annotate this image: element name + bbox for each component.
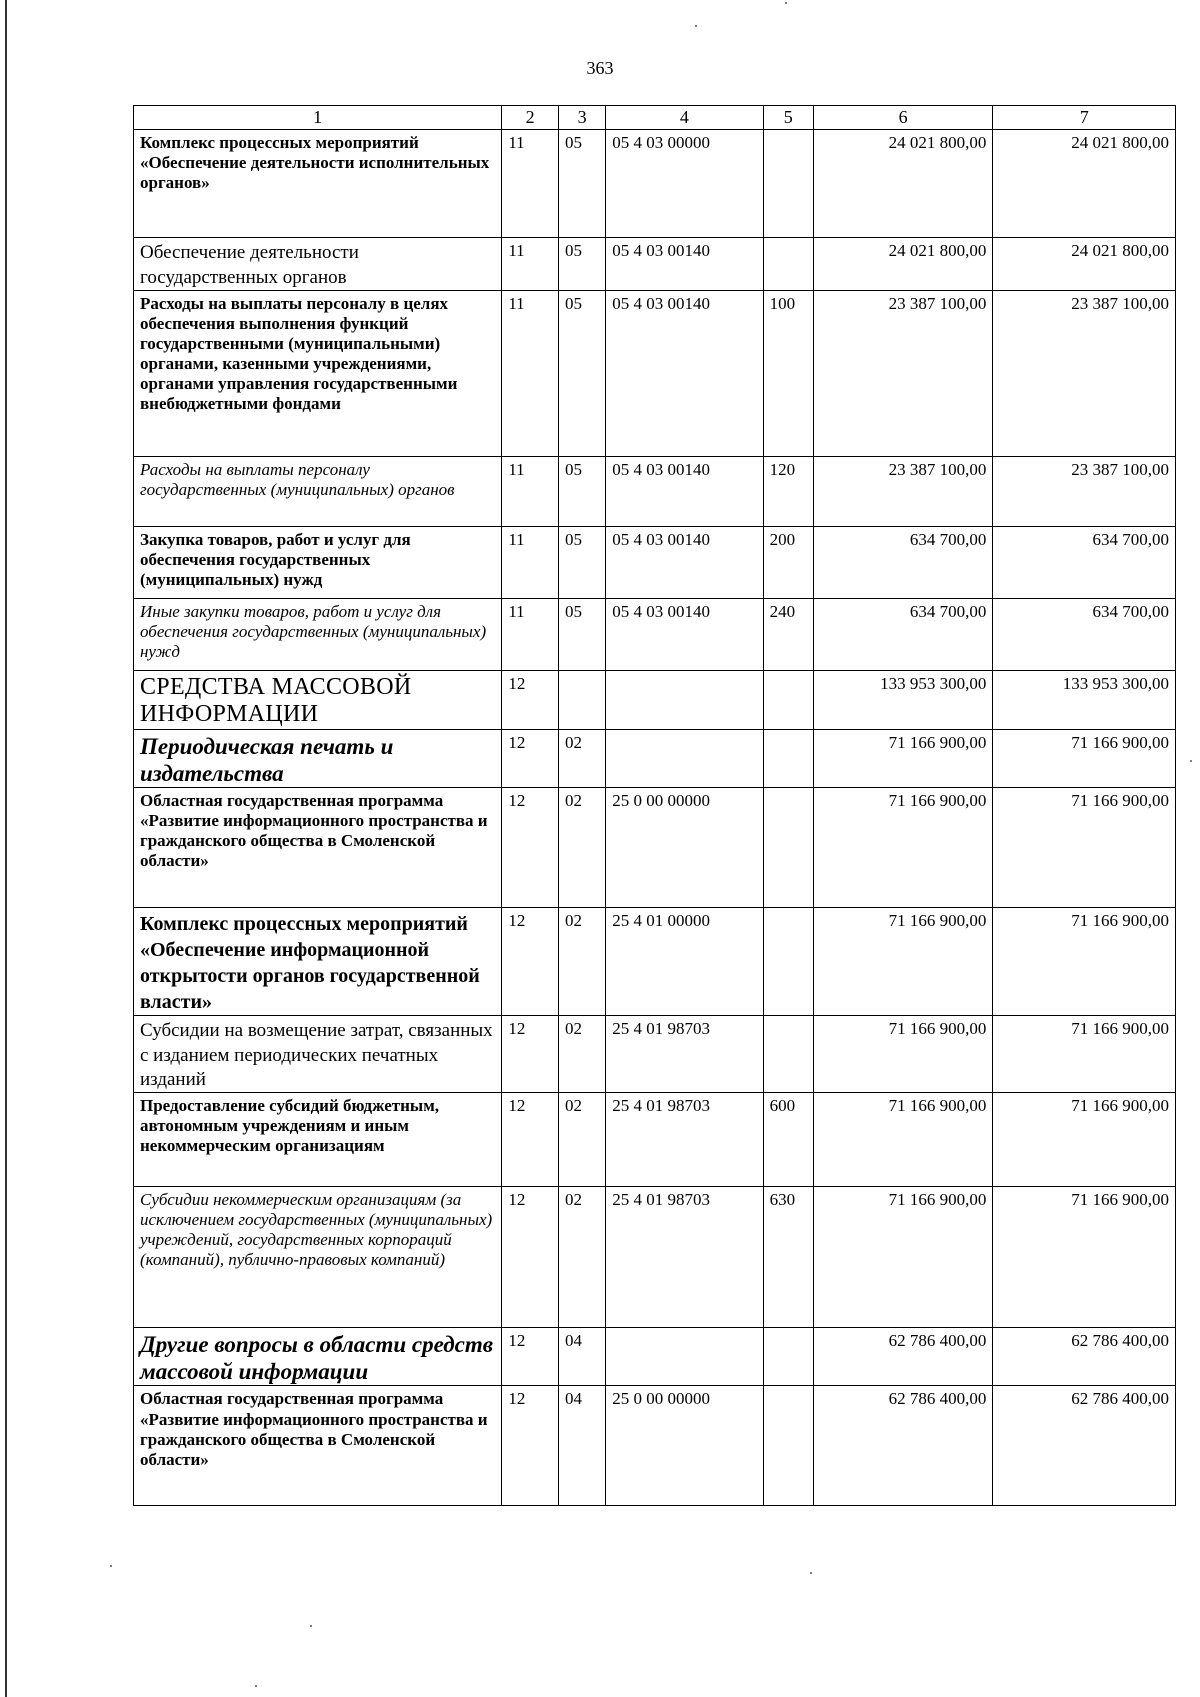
row-amount-1: 133 953 300,00 — [813, 670, 992, 729]
row-subsection-code: 05 — [558, 290, 605, 456]
row-subsection-code: 05 — [558, 130, 605, 238]
row-expense-type: 120 — [763, 456, 813, 526]
row-amount-1: 23 387 100,00 — [813, 456, 992, 526]
row-subsection-code: 05 — [558, 526, 605, 598]
row-name: Другие вопросы в области средств массовой информации — [134, 1328, 502, 1386]
row-expense-type — [763, 670, 813, 729]
row-name: Областная государственная программа «Развитие информационного пространства и гражданского общества в Смоленской области» — [134, 788, 502, 908]
row-section-code: 12 — [502, 1328, 559, 1386]
row-target-code: 25 4 01 00000 — [606, 908, 763, 1016]
row-section-code: 11 — [502, 456, 559, 526]
row-section-code: 12 — [502, 1187, 559, 1328]
scan-speck — [810, 1572, 812, 1574]
row-amount-2: 62 786 400,00 — [993, 1328, 1176, 1386]
row-name: Расходы на выплаты персоналу в целях обеспечения выполнения функций государственными (муниципальными) органами, казенными учреждениями, органами управления государственными внебюджетными фондами — [134, 290, 502, 456]
row-expense-type — [763, 130, 813, 238]
scan-speck — [1190, 760, 1192, 762]
row-expense-type: 600 — [763, 1093, 813, 1187]
scan-speck — [310, 1625, 312, 1627]
row-amount-2: 62 786 400,00 — [993, 1386, 1176, 1506]
row-subsection-code: 02 — [558, 730, 605, 788]
row-expense-type — [763, 238, 813, 291]
row-expense-type — [763, 908, 813, 1016]
row-section-code: 12 — [502, 1093, 559, 1187]
header-col-4: 4 — [606, 106, 763, 130]
row-target-code: 05 4 03 00140 — [606, 526, 763, 598]
header-col-7: 7 — [993, 106, 1176, 130]
row-target-code: 05 4 03 00140 — [606, 598, 763, 670]
scan-speck — [255, 1685, 257, 1687]
row-amount-2: 24 021 800,00 — [993, 238, 1176, 291]
row-target-code — [606, 730, 763, 788]
row-section-code: 12 — [502, 788, 559, 908]
row-subsection-code: 02 — [558, 908, 605, 1016]
row-target-code: 05 4 03 00140 — [606, 456, 763, 526]
row-amount-1: 71 166 900,00 — [813, 730, 992, 788]
row-target-code: 05 4 03 00140 — [606, 238, 763, 291]
row-amount-1: 634 700,00 — [813, 598, 992, 670]
page-number: 363 — [586, 58, 614, 78]
row-name: Предоставление субсидий бюджетным, автономным учреждениям и иным некоммерческим организациям — [134, 1093, 502, 1187]
row-subsection-code: 04 — [558, 1386, 605, 1506]
row-amount-1: 71 166 900,00 — [813, 1187, 992, 1328]
row-subsection-code: 04 — [558, 1328, 605, 1386]
header-col-1: 1 — [134, 106, 502, 130]
row-name: Иные закупки товаров, работ и услуг для обеспечения государственных (муниципальных) нужд — [134, 598, 502, 670]
table-body — [134, 130, 1176, 1506]
row-target-code: 05 4 03 00140 — [606, 290, 763, 456]
row-section-code: 11 — [502, 598, 559, 670]
row-name: СРЕДСТВА МАССОВОЙ ИНФОРМАЦИИ — [134, 670, 502, 729]
table-row — [134, 290, 1176, 456]
row-amount-1: 71 166 900,00 — [813, 1016, 992, 1093]
table-row — [134, 730, 1176, 788]
row-amount-1: 71 166 900,00 — [813, 788, 992, 908]
row-amount-2: 71 166 900,00 — [993, 1093, 1176, 1187]
row-subsection-code: 05 — [558, 456, 605, 526]
header-col-2: 2 — [502, 106, 559, 130]
row-amount-1: 23 387 100,00 — [813, 290, 992, 456]
row-target-code: 05 4 03 00000 — [606, 130, 763, 238]
table-row — [134, 598, 1176, 670]
row-target-code: 25 0 00 00000 — [606, 788, 763, 908]
row-expense-type: 630 — [763, 1187, 813, 1328]
row-amount-2: 23 387 100,00 — [993, 456, 1176, 526]
table-row — [134, 670, 1176, 729]
row-name: Обеспечение деятельности государственных органов — [134, 238, 502, 291]
row-section-code: 11 — [502, 238, 559, 291]
row-name: Закупка товаров, работ и услуг для обеспечения государственных (муниципальных) нужд — [134, 526, 502, 598]
row-name: Комплекс процессных мероприятий «Обеспечение деятельности исполнительных органов» — [134, 130, 502, 238]
row-amount-2: 24 021 800,00 — [993, 130, 1176, 238]
row-name: Субсидии некоммерческим организациям (за исключением государственных (муниципальных) учреждений, государственных корпораций (компаний), публично-правовых компаний) — [134, 1187, 502, 1328]
table-row — [134, 1016, 1176, 1093]
row-amount-2: 133 953 300,00 — [993, 670, 1176, 729]
table-row — [134, 1386, 1176, 1506]
table-row — [134, 908, 1176, 1016]
row-name: Субсидии на возмещение затрат, связанных с изданием периодических печатных изданий — [134, 1016, 502, 1093]
row-name: Комплекс процессных мероприятий «Обеспечение информационной открытости органов государственной власти» — [134, 908, 502, 1016]
row-section-code: 12 — [502, 908, 559, 1016]
row-amount-2: 71 166 900,00 — [993, 1187, 1176, 1328]
row-section-code: 12 — [502, 670, 559, 729]
row-amount-1: 24 021 800,00 — [813, 238, 992, 291]
row-section-code: 11 — [502, 526, 559, 598]
scan-edge-line — [5, 0, 7, 1697]
row-subsection-code: 05 — [558, 598, 605, 670]
row-subsection-code — [558, 670, 605, 729]
table-row — [134, 1093, 1176, 1187]
table-row — [134, 130, 1176, 238]
table-row — [134, 1187, 1176, 1328]
row-target-code: 25 4 01 98703 — [606, 1016, 763, 1093]
row-expense-type: 200 — [763, 526, 813, 598]
row-section-code: 11 — [502, 130, 559, 238]
row-amount-2: 71 166 900,00 — [993, 730, 1176, 788]
row-subsection-code: 02 — [558, 1187, 605, 1328]
header-col-3: 3 — [558, 106, 605, 130]
row-subsection-code: 05 — [558, 238, 605, 291]
row-subsection-code: 02 — [558, 1093, 605, 1187]
row-target-code — [606, 670, 763, 729]
row-amount-2: 634 700,00 — [993, 526, 1176, 598]
row-amount-1: 62 786 400,00 — [813, 1386, 992, 1506]
row-amount-2: 634 700,00 — [993, 598, 1176, 670]
row-amount-1: 71 166 900,00 — [813, 908, 992, 1016]
row-amount-2: 23 387 100,00 — [993, 290, 1176, 456]
row-amount-1: 24 021 800,00 — [813, 130, 992, 238]
row-section-code: 12 — [502, 730, 559, 788]
budget-table — [133, 105, 1176, 1506]
scan-speck — [110, 1565, 112, 1567]
row-expense-type: 240 — [763, 598, 813, 670]
row-expense-type: 100 — [763, 290, 813, 456]
row-expense-type — [763, 1016, 813, 1093]
row-expense-type — [763, 1328, 813, 1386]
table-row — [134, 788, 1176, 908]
row-name: Областная государственная программа «Развитие информационного пространства и гражданского общества в Смоленской области» — [134, 1386, 502, 1506]
table-row — [134, 526, 1176, 598]
row-name: Периодическая печать и издательства — [134, 730, 502, 788]
row-subsection-code: 02 — [558, 1016, 605, 1093]
row-amount-2: 71 166 900,00 — [993, 908, 1176, 1016]
table-row — [134, 238, 1176, 291]
row-amount-1: 634 700,00 — [813, 526, 992, 598]
row-section-code: 11 — [502, 290, 559, 456]
scan-speck — [695, 25, 697, 27]
row-target-code: 25 0 00 00000 — [606, 1386, 763, 1506]
row-target-code: 25 4 01 98703 — [606, 1187, 763, 1328]
row-amount-2: 71 166 900,00 — [993, 1016, 1176, 1093]
row-expense-type — [763, 788, 813, 908]
row-expense-type — [763, 1386, 813, 1506]
table-row — [134, 1328, 1176, 1386]
row-amount-1: 62 786 400,00 — [813, 1328, 992, 1386]
row-subsection-code: 02 — [558, 788, 605, 908]
header-col-5: 5 — [763, 106, 813, 130]
row-name: Расходы на выплаты персоналу государственных (муниципальных) органов — [134, 456, 502, 526]
row-target-code: 25 4 01 98703 — [606, 1093, 763, 1187]
row-section-code: 12 — [502, 1386, 559, 1506]
header-col-6: 6 — [813, 106, 992, 130]
scan-speck — [785, 2, 787, 4]
header-row — [134, 106, 1176, 130]
row-expense-type — [763, 730, 813, 788]
row-amount-1: 71 166 900,00 — [813, 1093, 992, 1187]
table-row — [134, 456, 1176, 526]
row-amount-2: 71 166 900,00 — [993, 788, 1176, 908]
row-target-code — [606, 1328, 763, 1386]
row-section-code: 12 — [502, 1016, 559, 1093]
